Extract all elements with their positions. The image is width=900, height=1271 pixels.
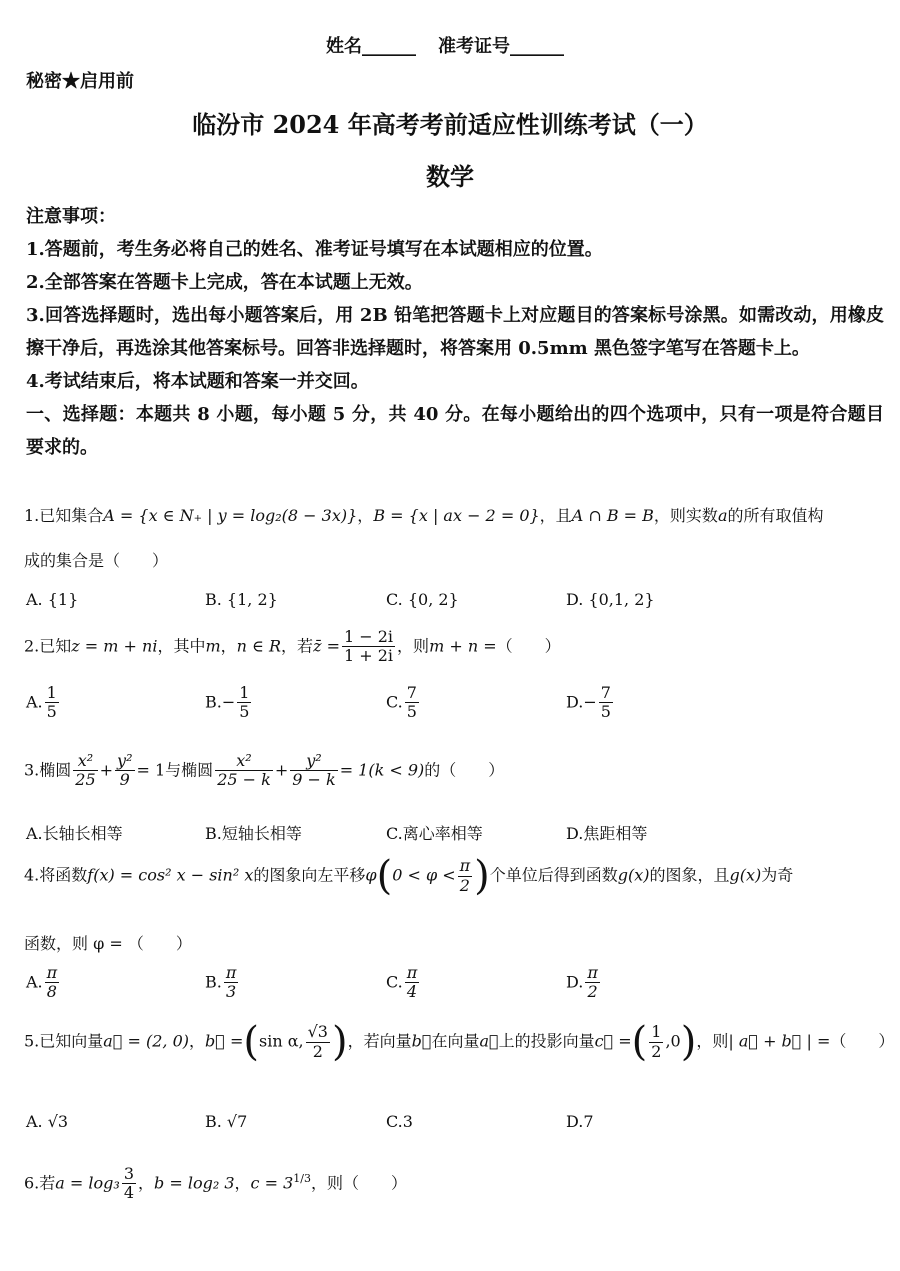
q1-line-2: 成的集合是（ ） bbox=[24, 551, 169, 570]
q5-b-sin: sin α, bbox=[258, 1031, 304, 1051]
q6-a-den: 4 bbox=[123, 1183, 134, 1203]
q3-text-1: 与椭圆 bbox=[165, 760, 214, 780]
q4-g-2: g(x) bbox=[729, 865, 762, 885]
q4-option-b-num: π bbox=[225, 963, 237, 982]
q2-option-b-label: B. bbox=[205, 692, 222, 712]
q1-option-d: D. {0,1, 2} bbox=[566, 590, 655, 609]
q3-option-d: D.焦距相等 bbox=[566, 824, 648, 843]
q4-pi-den: 2 bbox=[459, 875, 470, 895]
q5-prefix: 5.已知向量 bbox=[24, 1031, 104, 1051]
q5-vector-b: b⃗ = bbox=[205, 1031, 244, 1051]
q2-option-a-den: 5 bbox=[46, 702, 57, 722]
notice-heading: 注意事项： bbox=[26, 206, 116, 227]
q3-eq-1: = 1 bbox=[136, 760, 166, 780]
q6-a-num: 3 bbox=[123, 1164, 134, 1183]
q5-vector-c: c⃗ = bbox=[594, 1031, 632, 1051]
q3-f2-num: y² bbox=[117, 751, 133, 770]
q5-b-num: √3 bbox=[307, 1022, 328, 1042]
q5-text-4: 上的投影向量 bbox=[498, 1031, 595, 1051]
q4-option-a-label: A. bbox=[26, 972, 43, 992]
q3-option-c: C.离心率相等 bbox=[386, 824, 483, 843]
q1-text-3: 的所有取值构 bbox=[727, 506, 824, 525]
secret-mark: 秘密★启用前 bbox=[26, 71, 134, 92]
subject-title: 数学 bbox=[426, 162, 474, 191]
q4-option-b-den: 3 bbox=[226, 982, 237, 1002]
q2-paren: （ ） bbox=[496, 636, 561, 656]
q2-sum: m + n = bbox=[429, 636, 497, 656]
notice-item-1: 1.答题前，考生务必将自己的姓名、准考证号填写在本试题相应的位置。 bbox=[26, 239, 603, 260]
q1-text-2: ，则实数 bbox=[653, 506, 718, 525]
q3-plus-1: + bbox=[99, 760, 114, 780]
q5-paren: （ ） bbox=[830, 1031, 895, 1051]
q5-c-tail: ,0 bbox=[665, 1031, 681, 1051]
q4-option-a bbox=[26, 964, 61, 1002]
section-heading: 一、选择题：本题共 8 小题，每小题 5 分，共 40 分。在每小题给出的四个选项中，只有一项是符合题目要求的。 bbox=[26, 404, 884, 458]
name-field-label: 姓名______ bbox=[326, 36, 416, 57]
notice-item-3: 3.回答选择题时，选出每小题答案后，用 2B 铅笔把答题卡上对应题目的答案标号涂黑。如需改动，用橡皮擦干净后，再选涂其他答案标号。回答非选择题时，将答案用 0.5mm 黑色签字笔写在答题卡上。 bbox=[26, 305, 884, 359]
q3-eq-2: = 1(k < 9) bbox=[339, 760, 425, 780]
q3-f1-den: 25 bbox=[75, 770, 96, 790]
q4-option-b-label: B. bbox=[205, 972, 222, 992]
q4-option-c-num: π bbox=[406, 963, 418, 982]
q1-option-c: C. {0, 2} bbox=[386, 590, 459, 609]
q4-option-c-den: 4 bbox=[406, 982, 418, 1002]
q2-option-b-den: 5 bbox=[239, 702, 250, 722]
q6-prefix: 6.若 bbox=[24, 1173, 56, 1193]
q2-option-a-label: A. bbox=[26, 692, 43, 712]
q4-text-2: 个单位后得到函数 bbox=[489, 865, 618, 885]
q3-f3-num: x² bbox=[215, 752, 273, 771]
q5-option-c: C.3 bbox=[386, 1112, 413, 1131]
q4-option-c bbox=[386, 964, 421, 1002]
q6-text-1: ， bbox=[138, 1173, 155, 1193]
q1-comma: ， bbox=[357, 506, 374, 525]
q5-text-3: 在向量 bbox=[431, 1031, 480, 1051]
q2-fraction-den: 1 + 2i bbox=[343, 646, 394, 666]
q2-fraction-num: 1 − 2i bbox=[343, 627, 394, 646]
q4-option-d bbox=[566, 964, 602, 1002]
q6-c-exponent: 1/3 bbox=[293, 1172, 311, 1186]
q2-option-a bbox=[26, 684, 61, 722]
q5-text-2: ，若向量 bbox=[347, 1031, 412, 1051]
question-2 bbox=[24, 628, 561, 666]
question-3 bbox=[24, 752, 504, 790]
q5-b-2: b⃗ bbox=[411, 1031, 432, 1051]
q4-option-a-num: π bbox=[46, 963, 58, 982]
q4-line-2: 函数，则 φ = （ ） bbox=[24, 934, 192, 953]
q2-option-d-sign: − bbox=[583, 692, 597, 712]
q4-option-a-den: 8 bbox=[46, 982, 57, 1002]
q5-b-den: 2 bbox=[312, 1041, 323, 1061]
q3-f1-num: x² bbox=[73, 752, 97, 771]
q2-expr: z = m + ni bbox=[71, 636, 158, 656]
q2-option-d-den: 5 bbox=[600, 702, 611, 722]
exam-number-field-label: 准考证号______ bbox=[438, 36, 564, 57]
q4-option-d-label: D. bbox=[566, 972, 584, 992]
q4-text-4: 为奇 bbox=[761, 865, 794, 885]
q1-option-a: A. {1} bbox=[26, 590, 79, 609]
q2-option-c-num: 7 bbox=[406, 683, 417, 702]
question-5: 5.已知向量a⃗ = (2, 0)，b⃗ =(sin α, $\frac{√3}{2}$ )，若向量b⃗在向量a⃗上的投影向量c⃗ =( $\frac{1}{2}$ ,0)，则| a⃗ + b⃗ | =（ ） bbox=[24, 1019, 895, 1065]
q1-variable: a bbox=[717, 506, 728, 525]
q2-option-c-den: 5 bbox=[406, 702, 417, 722]
q2-text-2: ， bbox=[220, 636, 237, 656]
q5-norm: | a⃗ + b⃗ | = bbox=[728, 1031, 831, 1051]
q6-b: b = log₂ 3 bbox=[154, 1173, 235, 1193]
q4-phi: φ bbox=[365, 865, 377, 885]
notice-item-4: 4.考试结束后，将本试题和答案一并交回。 bbox=[26, 371, 369, 392]
q4-option-d-num: π bbox=[587, 963, 598, 982]
q5-text-5: ，则 bbox=[696, 1031, 729, 1051]
q4-range: 0 < φ < bbox=[392, 865, 456, 885]
q4-function: f(x) = cos² x − sin² x bbox=[87, 865, 254, 885]
q6-c: c = 3 bbox=[250, 1173, 294, 1193]
q4-option-d-den: 2 bbox=[587, 982, 598, 1002]
q2-option-c bbox=[386, 684, 421, 722]
q2-option-c-label: C. bbox=[386, 692, 403, 712]
q1-condition: A ∩ B = B bbox=[571, 506, 654, 525]
q3-f4-num: y² bbox=[290, 752, 337, 771]
q3-option-a: A.长轴长相等 bbox=[26, 824, 123, 843]
q2-option-d-label: D. bbox=[566, 692, 584, 712]
q2-option-b bbox=[205, 684, 253, 722]
q5-a-2: a⃗ bbox=[479, 1031, 499, 1051]
q3-plus-2: + bbox=[274, 760, 289, 780]
q2-fraction bbox=[342, 628, 395, 666]
q1-prefix: 1.已知集合 bbox=[24, 506, 104, 525]
q5-option-b: B. √7 bbox=[205, 1112, 248, 1131]
q5-option-d: D.7 bbox=[566, 1112, 594, 1131]
q5-vector-a: a⃗ = (2, 0) bbox=[103, 1031, 190, 1051]
q4-text-1: 的图象向左平移 bbox=[253, 865, 366, 885]
notice-item-2: 2.全部答案在答题卡上完成，答在本试题上无效。 bbox=[26, 272, 423, 293]
q5-c-num: 1 bbox=[651, 1022, 662, 1042]
question-6 bbox=[24, 1165, 407, 1203]
q1-set-a: A = {x ∈ N₊ | y = log₂(8 − 3x)} bbox=[103, 506, 358, 525]
q3-prefix: 3.椭圆 bbox=[24, 760, 72, 780]
q6-tail: ，则（ ） bbox=[310, 1173, 407, 1193]
q1-option-b: B. {1, 2} bbox=[205, 590, 278, 609]
q1-text-1: ，且 bbox=[539, 506, 572, 525]
q2-m: m bbox=[205, 636, 221, 656]
q2-zbar: z̄ = bbox=[313, 636, 340, 656]
q4-text-3: 的图象，且 bbox=[649, 865, 730, 885]
q1-set-b: B = {x | ax − 2 = 0} bbox=[373, 506, 540, 525]
q3-f4-den: 9 − k bbox=[292, 770, 336, 790]
q5-c-den: 2 bbox=[651, 1041, 662, 1061]
q2-option-d bbox=[566, 684, 615, 722]
q6-text-2: ， bbox=[234, 1173, 251, 1193]
q2-n-in-r: n ∈ R bbox=[236, 636, 282, 656]
q2-prefix: 2.已知 bbox=[24, 636, 72, 656]
q5-option-a: A. √3 bbox=[26, 1112, 69, 1131]
q2-option-d-num: 7 bbox=[600, 683, 611, 702]
q6-a: a = log₃ bbox=[55, 1173, 120, 1193]
q2-text-3: ，若 bbox=[281, 636, 314, 656]
question-1 bbox=[24, 503, 824, 526]
q5-text-1: ， bbox=[189, 1031, 206, 1051]
q3-f3-den: 25 − k bbox=[217, 770, 271, 790]
q2-option-a-num: 1 bbox=[46, 683, 57, 702]
q2-text-4: ，则 bbox=[397, 636, 430, 656]
q4-option-b bbox=[205, 964, 240, 1002]
q4-g: g(x) bbox=[617, 865, 650, 885]
question-4: 4.将函数f(x) = cos² x − sin² x的图象向左平移φ(0 < φ < $\frac{\pi}{2}$ )个单位后得到函数g(x)的图象，且g(x)为奇 bbox=[24, 853, 794, 899]
notice-block bbox=[26, 200, 884, 464]
q3-tail: 的（ ） bbox=[424, 760, 505, 780]
q4-prefix: 4.将函数 bbox=[24, 865, 88, 885]
q4-option-c-label: C. bbox=[386, 972, 403, 992]
q4-pi-num: π bbox=[459, 856, 471, 876]
exam-title: 临汾市 2024 年高考考前适应性训练考试（一） bbox=[192, 110, 708, 139]
q3-option-b: B.短轴长相等 bbox=[205, 824, 302, 843]
q2-text-1: ，其中 bbox=[157, 636, 206, 656]
q2-option-b-sign: − bbox=[221, 692, 236, 712]
q3-f2-den: 9 bbox=[119, 770, 130, 790]
q2-option-b-num: 1 bbox=[239, 683, 250, 702]
